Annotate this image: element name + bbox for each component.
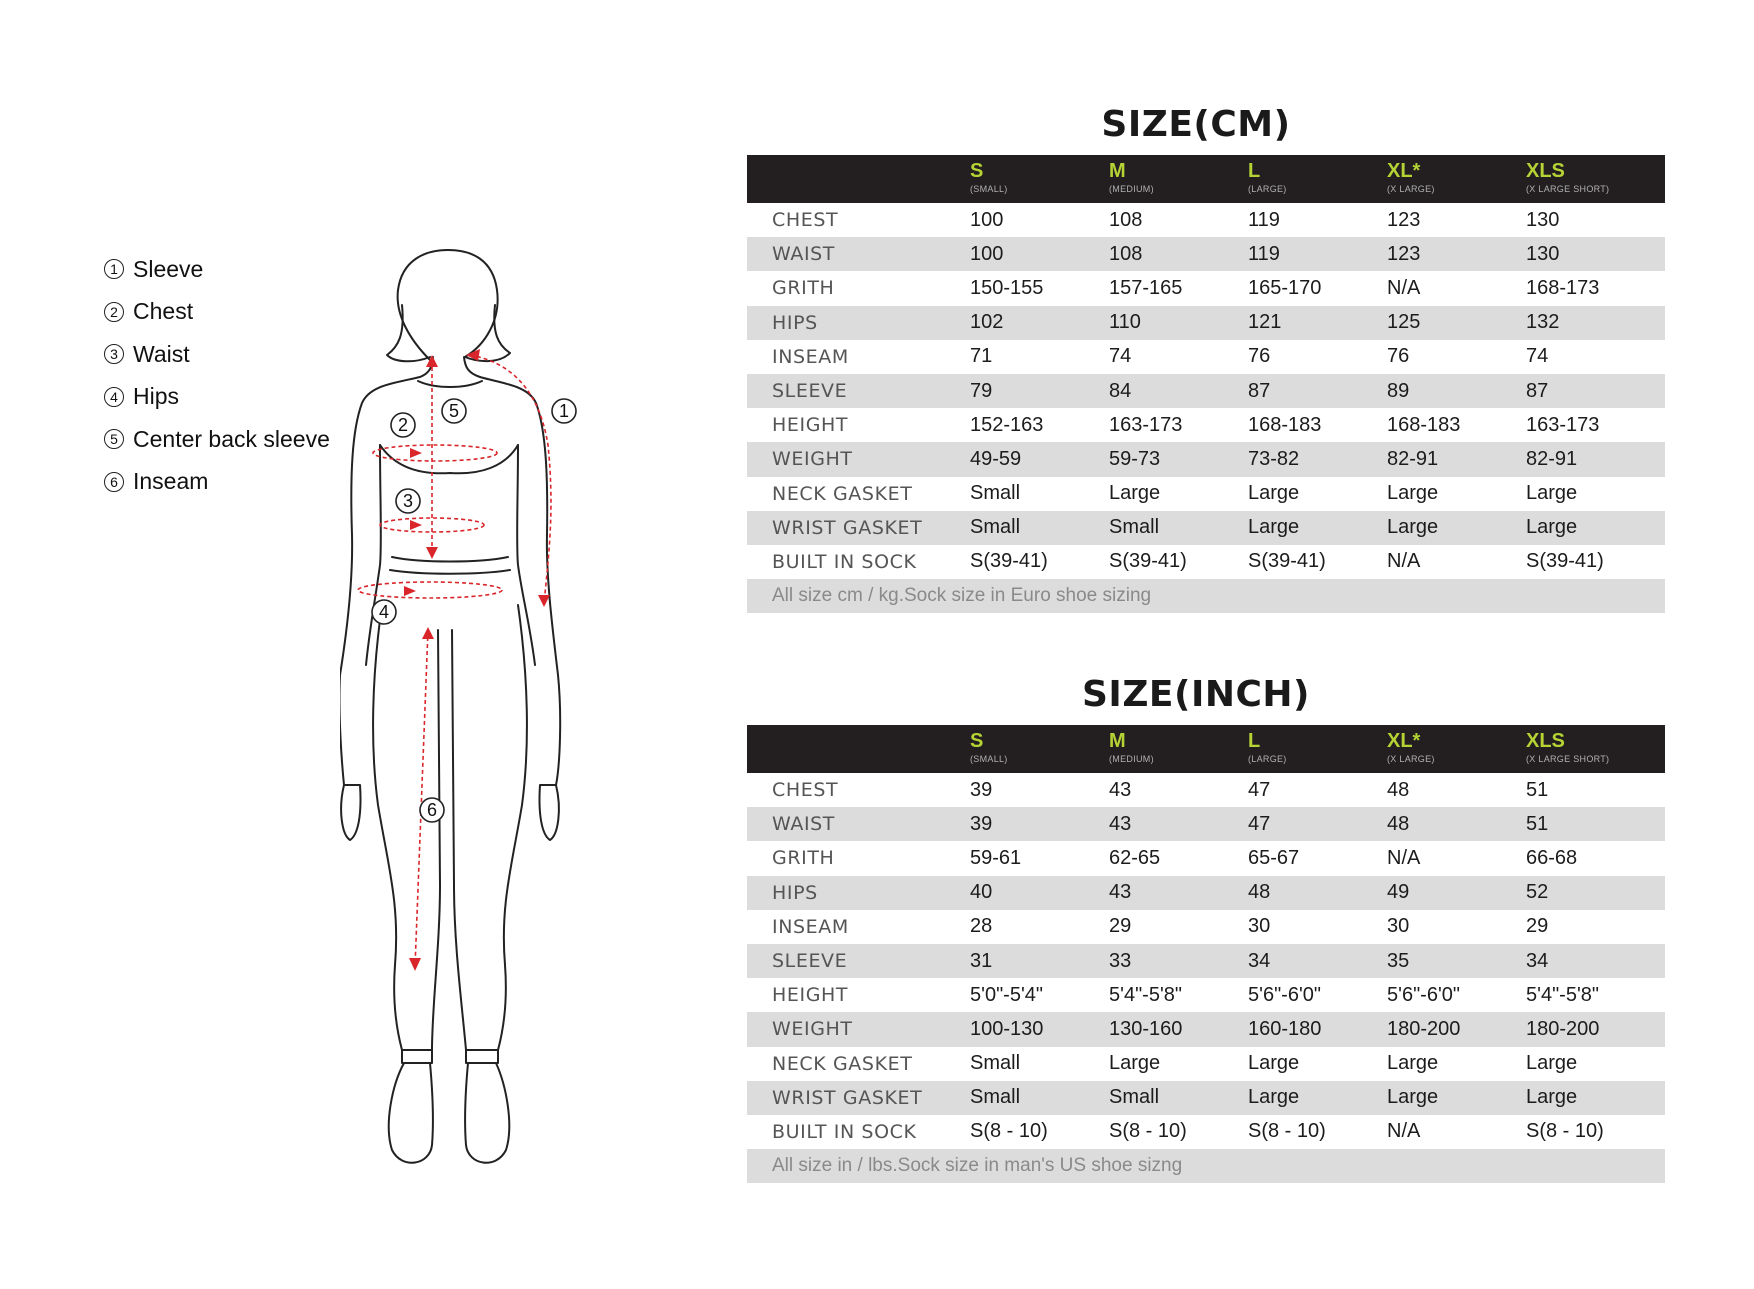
table-cell: 43 bbox=[1109, 812, 1132, 835]
table-cell: Small bbox=[1109, 1086, 1160, 1109]
table-cell: Small bbox=[1109, 516, 1160, 539]
table-cell: S(39-41) bbox=[1526, 550, 1604, 573]
sleeve-line bbox=[470, 355, 551, 603]
table-cell: 59-73 bbox=[1109, 447, 1161, 470]
size-header-s bbox=[970, 725, 1109, 773]
chest-line bbox=[373, 445, 497, 461]
table-cell: 52 bbox=[1526, 881, 1549, 904]
legend-label: Hips bbox=[133, 383, 180, 410]
row-label: HEIGHT bbox=[772, 414, 849, 437]
row-label: GRITH bbox=[772, 847, 835, 870]
table-cell: 34 bbox=[1248, 949, 1271, 972]
row-label: WRIST GASKET bbox=[772, 1086, 923, 1109]
size-cm-block bbox=[747, 95, 1645, 613]
table-cell: 29 bbox=[1109, 915, 1132, 938]
table-cell: 47 bbox=[1248, 778, 1271, 801]
row-label: HIPS bbox=[772, 311, 818, 334]
table-cell: 108 bbox=[1109, 242, 1143, 265]
table-cell: N/A bbox=[1387, 846, 1421, 869]
table-cell: 76 bbox=[1248, 345, 1271, 368]
head-outline bbox=[398, 250, 498, 360]
table-note: All size cm / kg.Sock size in Euro shoe sizing bbox=[747, 579, 1665, 613]
table-cell: 48 bbox=[1387, 812, 1410, 835]
size-code: XL* bbox=[1387, 730, 1421, 752]
row-label: WEIGHT bbox=[772, 1018, 853, 1041]
waistband-top bbox=[392, 557, 508, 562]
marker-2 bbox=[391, 413, 415, 437]
legend-item-sleeve bbox=[104, 248, 330, 291]
legend-number: 2 bbox=[104, 302, 124, 322]
table-row bbox=[747, 841, 1665, 875]
table-cell: 89 bbox=[1387, 379, 1410, 402]
row-label: HIPS bbox=[772, 881, 818, 904]
size-cm-table bbox=[747, 155, 1665, 613]
svg-text:4: 4 bbox=[378, 602, 390, 622]
left-foot-outline bbox=[389, 1063, 433, 1163]
row-label: NECK GASKET bbox=[772, 1052, 913, 1075]
table-cell: 102 bbox=[970, 311, 1004, 334]
hips-arrow bbox=[404, 586, 416, 596]
legend-number: 5 bbox=[104, 429, 124, 449]
table-cell: S(39-41) bbox=[970, 550, 1048, 573]
right-inner-arm bbox=[517, 445, 535, 665]
table-cell: 51 bbox=[1526, 778, 1549, 801]
row-label: INSEAM bbox=[772, 915, 849, 938]
table-cell: 82-91 bbox=[1526, 447, 1578, 470]
table-cell: Large bbox=[1387, 482, 1439, 505]
crotch-outline-right bbox=[452, 630, 466, 1050]
torso-left-outline bbox=[340, 377, 420, 785]
legend-label: Chest bbox=[133, 298, 194, 325]
row-label: HEIGHT bbox=[772, 984, 849, 1007]
size-header-row bbox=[747, 155, 1665, 203]
table-cell: 34 bbox=[1526, 949, 1549, 972]
center-back-arrow-bottom bbox=[426, 547, 438, 559]
size-code: S bbox=[970, 730, 984, 752]
body-outline-drawing bbox=[340, 245, 680, 1175]
table-cell: 130-160 bbox=[1109, 1017, 1183, 1040]
table-cell: 43 bbox=[1109, 778, 1132, 801]
left-cuff bbox=[402, 1050, 432, 1063]
table-cell: 74 bbox=[1526, 345, 1549, 368]
table-cell: 157-165 bbox=[1109, 276, 1183, 299]
table-cell: 168-183 bbox=[1248, 413, 1322, 436]
table-cell: S(39-41) bbox=[1248, 550, 1326, 573]
bust-outline bbox=[380, 445, 518, 473]
size-header-s bbox=[970, 155, 1109, 203]
size-code: XLS bbox=[1526, 730, 1565, 752]
table-cell: 150-155 bbox=[970, 276, 1044, 299]
table-cell: 48 bbox=[1387, 778, 1410, 801]
size-name: (X LARGE SHORT) bbox=[1526, 184, 1610, 194]
size-header-l bbox=[1248, 725, 1387, 773]
table-cell: 39 bbox=[970, 812, 993, 835]
size-name: (SMALL) bbox=[970, 184, 1008, 194]
table-cell: Large bbox=[1248, 1086, 1300, 1109]
table-cell: 87 bbox=[1248, 379, 1271, 402]
table-row bbox=[747, 1115, 1665, 1149]
size-name: (X LARGE) bbox=[1387, 754, 1435, 764]
table-cell: 5'4"-5'8" bbox=[1109, 983, 1182, 1006]
size-cm-body bbox=[747, 203, 1665, 613]
size-name: (X LARGE) bbox=[1387, 184, 1435, 194]
table-row bbox=[747, 237, 1665, 271]
right-hand-outline bbox=[539, 785, 558, 840]
table-row bbox=[747, 807, 1665, 841]
table-cell: Large bbox=[1526, 1086, 1578, 1109]
table-cell: 76 bbox=[1387, 345, 1410, 368]
table-cell: 84 bbox=[1109, 379, 1132, 402]
size-header-l bbox=[1248, 155, 1387, 203]
table-cell: 123 bbox=[1387, 242, 1421, 265]
waistband-bottom bbox=[390, 570, 510, 574]
table-cell: N/A bbox=[1387, 276, 1421, 299]
table-note: All size in / lbs.Sock size in man's US shoe sizng bbox=[747, 1149, 1665, 1183]
row-label: BUILT IN SOCK bbox=[772, 550, 917, 573]
table-cell: Small bbox=[970, 516, 1021, 539]
table-row bbox=[747, 978, 1665, 1012]
row-label: GRITH bbox=[772, 277, 835, 300]
svg-text:6: 6 bbox=[426, 800, 438, 820]
svg-text:2: 2 bbox=[397, 415, 409, 435]
inseam-line bbox=[415, 630, 428, 967]
size-inch-title: SIZE(INCH) bbox=[1082, 674, 1310, 715]
row-label: WAIST bbox=[772, 813, 836, 836]
table-cell: 62-65 bbox=[1109, 846, 1161, 869]
header-blank-cell bbox=[747, 155, 970, 203]
size-name: (MEDIUM) bbox=[1109, 184, 1154, 194]
table-row bbox=[747, 340, 1665, 374]
table-cell: Large bbox=[1526, 482, 1578, 505]
table-cell: 74 bbox=[1109, 345, 1132, 368]
table-cell: 119 bbox=[1248, 208, 1280, 231]
table-cell: 121 bbox=[1248, 311, 1282, 334]
table-cell: Large bbox=[1526, 516, 1578, 539]
size-name: (LARGE) bbox=[1248, 754, 1287, 764]
table-row bbox=[747, 910, 1665, 944]
measurement-legend bbox=[104, 248, 330, 503]
legend-number: 3 bbox=[104, 344, 124, 364]
table-row bbox=[747, 306, 1665, 340]
table-cell: Large bbox=[1248, 516, 1300, 539]
table-cell: 30 bbox=[1248, 915, 1271, 938]
legend-label: Waist bbox=[133, 340, 190, 367]
table-cell: Large bbox=[1387, 1086, 1439, 1109]
table-row bbox=[747, 271, 1665, 305]
inseam-arrow-bottom bbox=[409, 958, 421, 971]
table-cell: 5'6"-6'0" bbox=[1387, 983, 1460, 1006]
table-cell: 35 bbox=[1387, 949, 1410, 972]
marker-6 bbox=[420, 798, 444, 822]
legend-label: Inseam bbox=[133, 468, 209, 495]
size-code: XL* bbox=[1387, 160, 1421, 182]
table-cell: 65-67 bbox=[1248, 846, 1300, 869]
table-row bbox=[747, 511, 1665, 545]
table-cell: Large bbox=[1109, 1052, 1161, 1075]
table-cell: 51 bbox=[1526, 812, 1549, 835]
table-row bbox=[747, 773, 1665, 807]
table-row bbox=[747, 944, 1665, 978]
table-row bbox=[747, 1047, 1665, 1081]
crotch-outline bbox=[432, 630, 440, 1050]
table-cell: 47 bbox=[1248, 812, 1271, 835]
marker-4 bbox=[372, 600, 396, 624]
table-cell: Large bbox=[1387, 1052, 1439, 1075]
table-cell: 130 bbox=[1526, 208, 1560, 231]
size-code: XLS bbox=[1526, 160, 1565, 182]
legend-item-center-back-sleeve bbox=[104, 418, 330, 461]
table-cell: 110 bbox=[1109, 311, 1141, 334]
table-cell: 5'4"-5'8" bbox=[1526, 983, 1599, 1006]
legend-number: 6 bbox=[104, 472, 124, 492]
table-cell: 43 bbox=[1109, 881, 1132, 904]
table-cell: 39 bbox=[970, 778, 993, 801]
table-cell: Large bbox=[1109, 482, 1161, 505]
left-hand-outline bbox=[341, 785, 360, 840]
row-label: WAIST bbox=[772, 243, 836, 266]
size-header-row bbox=[747, 725, 1665, 773]
table-cell: 100-130 bbox=[970, 1017, 1044, 1040]
svg-text:3: 3 bbox=[402, 491, 414, 511]
table-cell: 165-170 bbox=[1248, 276, 1322, 299]
table-cell: 29 bbox=[1526, 915, 1549, 938]
row-label: SLEEVE bbox=[772, 380, 848, 403]
row-label: BUILT IN SOCK bbox=[772, 1120, 917, 1143]
table-cell: Small bbox=[970, 482, 1021, 505]
table-row bbox=[747, 203, 1665, 237]
size-header-xl bbox=[1387, 155, 1526, 203]
table-row bbox=[747, 374, 1665, 408]
size-name: (LARGE) bbox=[1248, 184, 1287, 194]
table-cell: 73-82 bbox=[1248, 447, 1300, 470]
table-cell: 152-163 bbox=[970, 413, 1044, 436]
marker-1 bbox=[552, 399, 576, 423]
size-header-m bbox=[1109, 155, 1248, 203]
size-code: L bbox=[1248, 730, 1261, 752]
legend-item-hips bbox=[104, 376, 330, 419]
table-cell: 59-61 bbox=[970, 846, 1022, 869]
table-cell: 180-200 bbox=[1526, 1017, 1600, 1040]
size-inch-table bbox=[747, 725, 1665, 1183]
table-note-row bbox=[747, 579, 1665, 613]
table-cell: Small bbox=[970, 1086, 1021, 1109]
table-cell: Large bbox=[1387, 516, 1439, 539]
table-cell: 132 bbox=[1526, 311, 1560, 334]
table-cell: S(8 - 10) bbox=[970, 1120, 1048, 1143]
neckline bbox=[418, 381, 482, 387]
table-row bbox=[747, 545, 1665, 579]
table-row bbox=[747, 876, 1665, 910]
table-row bbox=[747, 1081, 1665, 1115]
header-blank-cell bbox=[747, 725, 970, 773]
table-cell: S(8 - 10) bbox=[1109, 1120, 1187, 1143]
size-cm-title: SIZE(CM) bbox=[1101, 104, 1291, 145]
table-cell: 125 bbox=[1387, 311, 1421, 334]
table-cell: Large bbox=[1526, 1052, 1578, 1075]
table-cell: S(39-41) bbox=[1109, 550, 1187, 573]
size-header-xls bbox=[1526, 155, 1665, 203]
sleeve-arrow-bottom bbox=[538, 595, 550, 607]
legend-label: Center back sleeve bbox=[133, 425, 330, 452]
table-cell: 168-183 bbox=[1387, 413, 1461, 436]
table-cell: 163-173 bbox=[1109, 413, 1183, 436]
table-cell: 40 bbox=[970, 881, 993, 904]
legend-label: Sleeve bbox=[133, 255, 204, 282]
size-name: (MEDIUM) bbox=[1109, 754, 1154, 764]
row-label: CHEST bbox=[772, 779, 839, 802]
size-code: L bbox=[1248, 160, 1261, 182]
body-figure bbox=[340, 245, 680, 1175]
size-code: M bbox=[1109, 730, 1126, 752]
legend-item-waist bbox=[104, 333, 330, 376]
table-cell: S(8 - 10) bbox=[1248, 1120, 1326, 1143]
table-cell: 123 bbox=[1387, 208, 1421, 231]
table-cell: 66-68 bbox=[1526, 846, 1578, 869]
table-cell: N/A bbox=[1387, 550, 1421, 573]
table-cell: 168-173 bbox=[1526, 276, 1600, 299]
size-inch-block bbox=[747, 665, 1645, 1183]
table-note-row bbox=[747, 1149, 1665, 1183]
marker-5 bbox=[442, 399, 466, 423]
right-cuff bbox=[466, 1050, 498, 1063]
size-code: S bbox=[970, 160, 984, 182]
row-label: NECK GASKET bbox=[772, 482, 913, 505]
table-cell: 30 bbox=[1387, 915, 1410, 938]
row-label: WEIGHT bbox=[772, 448, 853, 471]
table-cell: 28 bbox=[970, 915, 993, 938]
table-cell: Large bbox=[1248, 482, 1300, 505]
legend-number: 4 bbox=[104, 387, 124, 407]
table-cell: 180-200 bbox=[1387, 1017, 1461, 1040]
table-cell: 119 bbox=[1248, 242, 1280, 265]
table-cell: 82-91 bbox=[1387, 447, 1439, 470]
legend-item-inseam bbox=[104, 461, 330, 504]
marker-3 bbox=[396, 489, 420, 513]
table-cell: 79 bbox=[970, 379, 993, 402]
table-row bbox=[747, 442, 1665, 476]
table-cell: S(8 - 10) bbox=[1526, 1120, 1604, 1143]
hips-line bbox=[358, 582, 502, 598]
table-cell: 48 bbox=[1248, 881, 1271, 904]
table-cell: 49-59 bbox=[970, 447, 1022, 470]
size-header-xls bbox=[1526, 725, 1665, 773]
table-cell: 5'0"-5'4" bbox=[970, 983, 1043, 1006]
left-leg-outline bbox=[373, 605, 402, 1050]
row-label: CHEST bbox=[772, 209, 839, 232]
table-cell: 100 bbox=[970, 242, 1004, 265]
row-label: SLEEVE bbox=[772, 950, 848, 973]
table-cell: Large bbox=[1248, 1052, 1300, 1075]
row-label: INSEAM bbox=[772, 345, 849, 368]
waist-arrow bbox=[410, 520, 422, 530]
size-code: M bbox=[1109, 160, 1126, 182]
table-row bbox=[747, 1012, 1665, 1046]
legend-item-chest bbox=[104, 291, 330, 334]
svg-text:5: 5 bbox=[448, 401, 460, 421]
size-name: (X LARGE SHORT) bbox=[1526, 754, 1610, 764]
row-label: WRIST GASKET bbox=[772, 516, 923, 539]
chest-arrow bbox=[410, 448, 422, 458]
right-leg-outline bbox=[498, 605, 527, 1050]
table-cell: 5'6"-6'0" bbox=[1248, 983, 1321, 1006]
table-cell: 33 bbox=[1109, 949, 1132, 972]
table-cell: 100 bbox=[970, 208, 1004, 231]
table-cell: 31 bbox=[970, 949, 993, 972]
right-foot-outline bbox=[465, 1063, 509, 1163]
table-cell: 87 bbox=[1526, 379, 1549, 402]
svg-text:1: 1 bbox=[558, 401, 570, 421]
size-header-m bbox=[1109, 725, 1248, 773]
table-cell: 160-180 bbox=[1248, 1017, 1322, 1040]
size-name: (SMALL) bbox=[970, 754, 1008, 764]
table-cell: Small bbox=[970, 1052, 1021, 1075]
table-cell: 71 bbox=[970, 345, 993, 368]
table-row bbox=[747, 477, 1665, 511]
size-header-xl bbox=[1387, 725, 1526, 773]
table-row bbox=[747, 408, 1665, 442]
table-cell: 130 bbox=[1526, 242, 1560, 265]
legend-number: 1 bbox=[104, 259, 124, 279]
size-inch-body bbox=[747, 773, 1665, 1183]
table-cell: 108 bbox=[1109, 208, 1143, 231]
table-cell: 163-173 bbox=[1526, 413, 1600, 436]
table-cell: 49 bbox=[1387, 881, 1410, 904]
inseam-arrow-top bbox=[422, 627, 434, 639]
table-cell: N/A bbox=[1387, 1120, 1421, 1143]
